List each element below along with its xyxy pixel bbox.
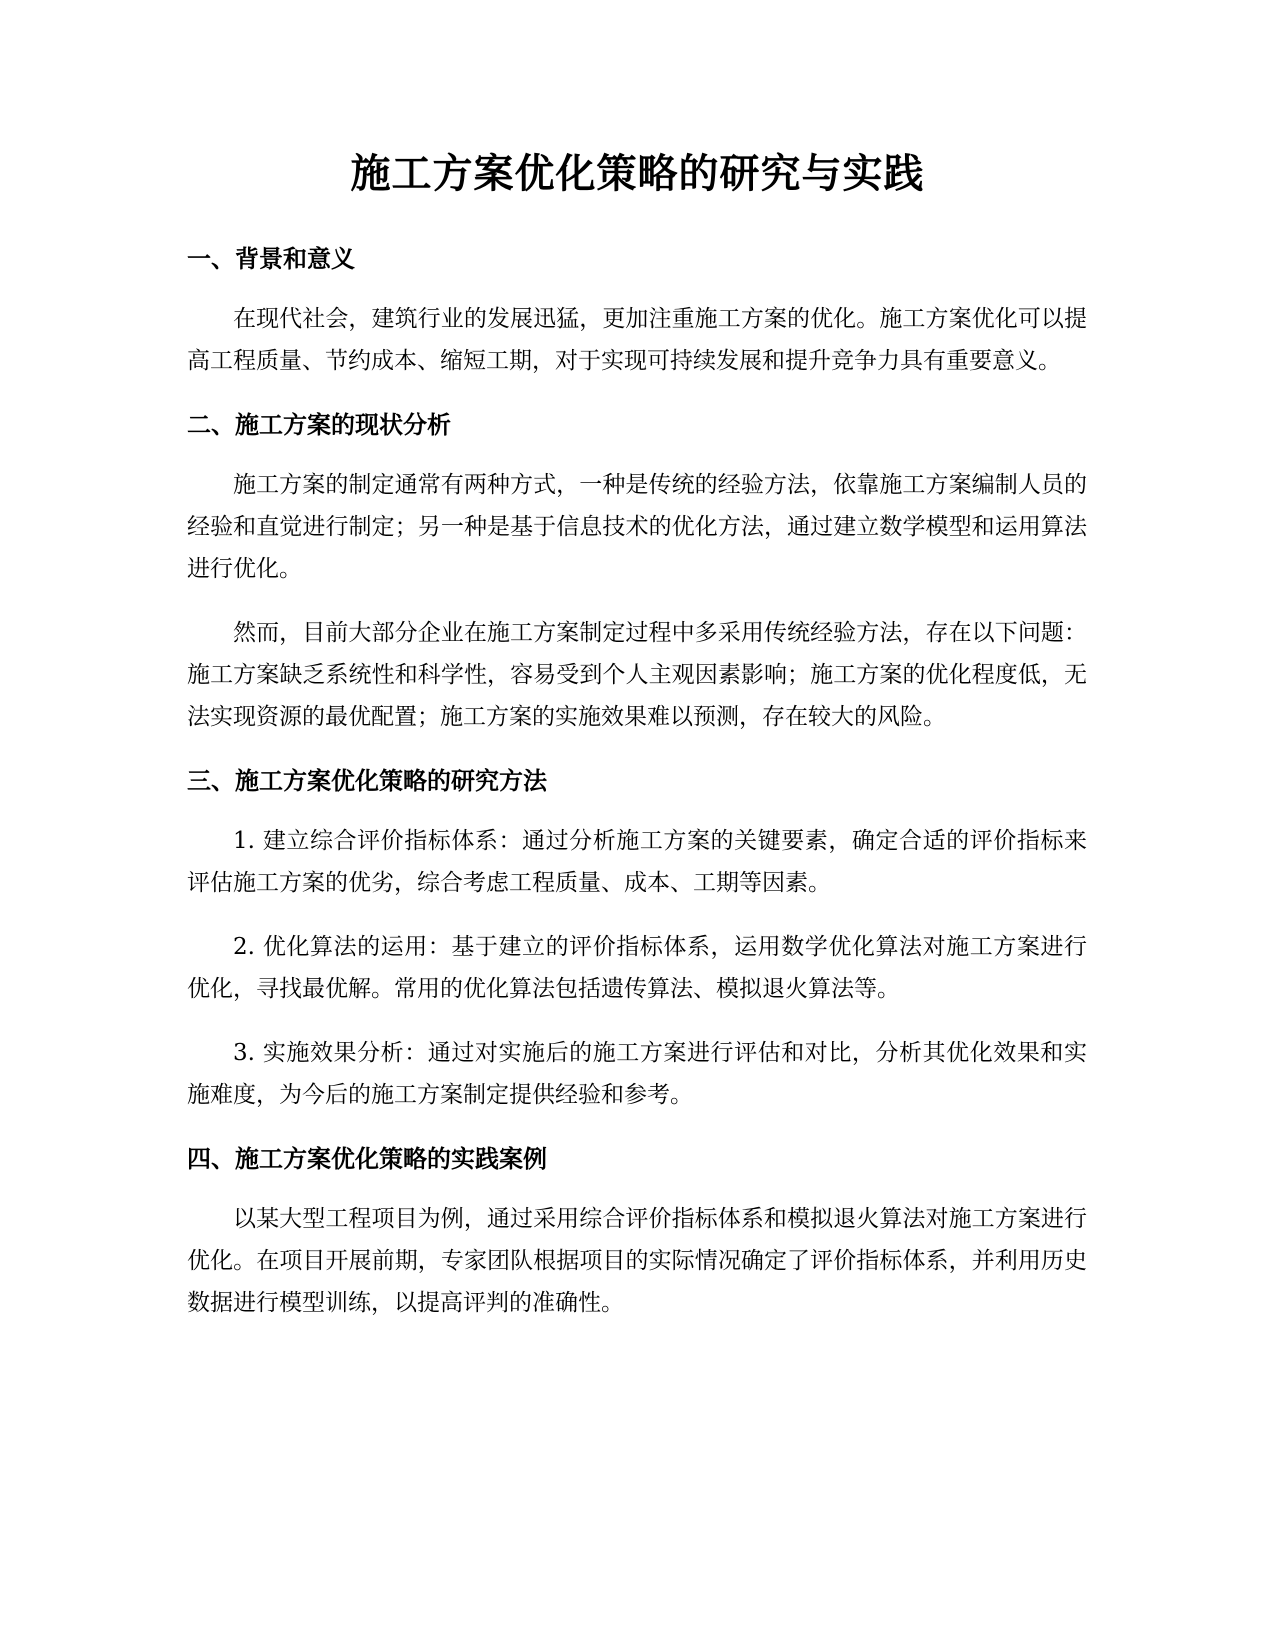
paragraph: 然而，目前大部分企业在施工方案制定过程中多采用传统经验方法，存在以下问题：施工方案缺乏系统性和科学性，容易受到个人主观因素影响；施工方案的优化程度低，无法实现资源的最优配置；施工方案的实施效果难以预测，存在较大的风险。 [187, 620, 1087, 730]
document-title: 施工方案优化策略的研究与实践 [350, 151, 925, 197]
section-research-methods [187, 764, 1087, 1116]
paragraph: 在现代社会，建筑行业的发展迅猛，更加注重施工方案的优化。施工方案优化可以提高工程质量、节约成本、缩短工期，对于实现可持续发展和提升竞争力具有重要意义。 [187, 306, 1087, 374]
section-status-analysis [187, 408, 1087, 738]
document-body [187, 242, 1087, 1346]
paragraph: 以某大型工程项目为例，通过采用综合评价指标体系和模拟退火算法对施工方案进行优化。在项目开展前期，专家团队根据项目的实际情况确定了评价指标体系，并利用历史数据进行模型训练，以提高评判的准确性。 [187, 1206, 1087, 1316]
section-heading: 三、施工方案优化策略的研究方法 [187, 767, 547, 795]
paragraph: 施工方案的制定通常有两种方式，一种是传统的经验方法，依靠施工方案编制人员的经验和直觉进行制定；另一种是基于信息技术的优化方法，通过建立数学模型和运用算法进行优化。 [187, 472, 1087, 582]
section-heading: 二、施工方案的现状分析 [187, 411, 451, 439]
numbered-paragraph: 3. 实施效果分析：通过对实施后的施工方案进行评估和对比，分析其优化效果和实施难度，为今后的施工方案制定提供经验和参考。 [187, 1040, 1087, 1108]
section-heading: 一、背景和意义 [187, 245, 355, 273]
numbered-paragraph: 1. 建立综合评价指标体系：通过分析施工方案的关键要素，确定合适的评价指标来评估施工方案的优劣，综合考虑工程质量、成本、工期等因素。 [187, 828, 1087, 896]
numbered-paragraph: 2. 优化算法的运用：基于建立的评价指标体系，运用数学优化算法对施工方案进行优化，寻找最优解。常用的优化算法包括遗传算法、模拟退火算法等。 [187, 934, 1087, 1002]
section-heading: 四、施工方案优化策略的实践案例 [187, 1145, 547, 1173]
section-practice-case [187, 1142, 1087, 1324]
section-background [187, 242, 1087, 382]
